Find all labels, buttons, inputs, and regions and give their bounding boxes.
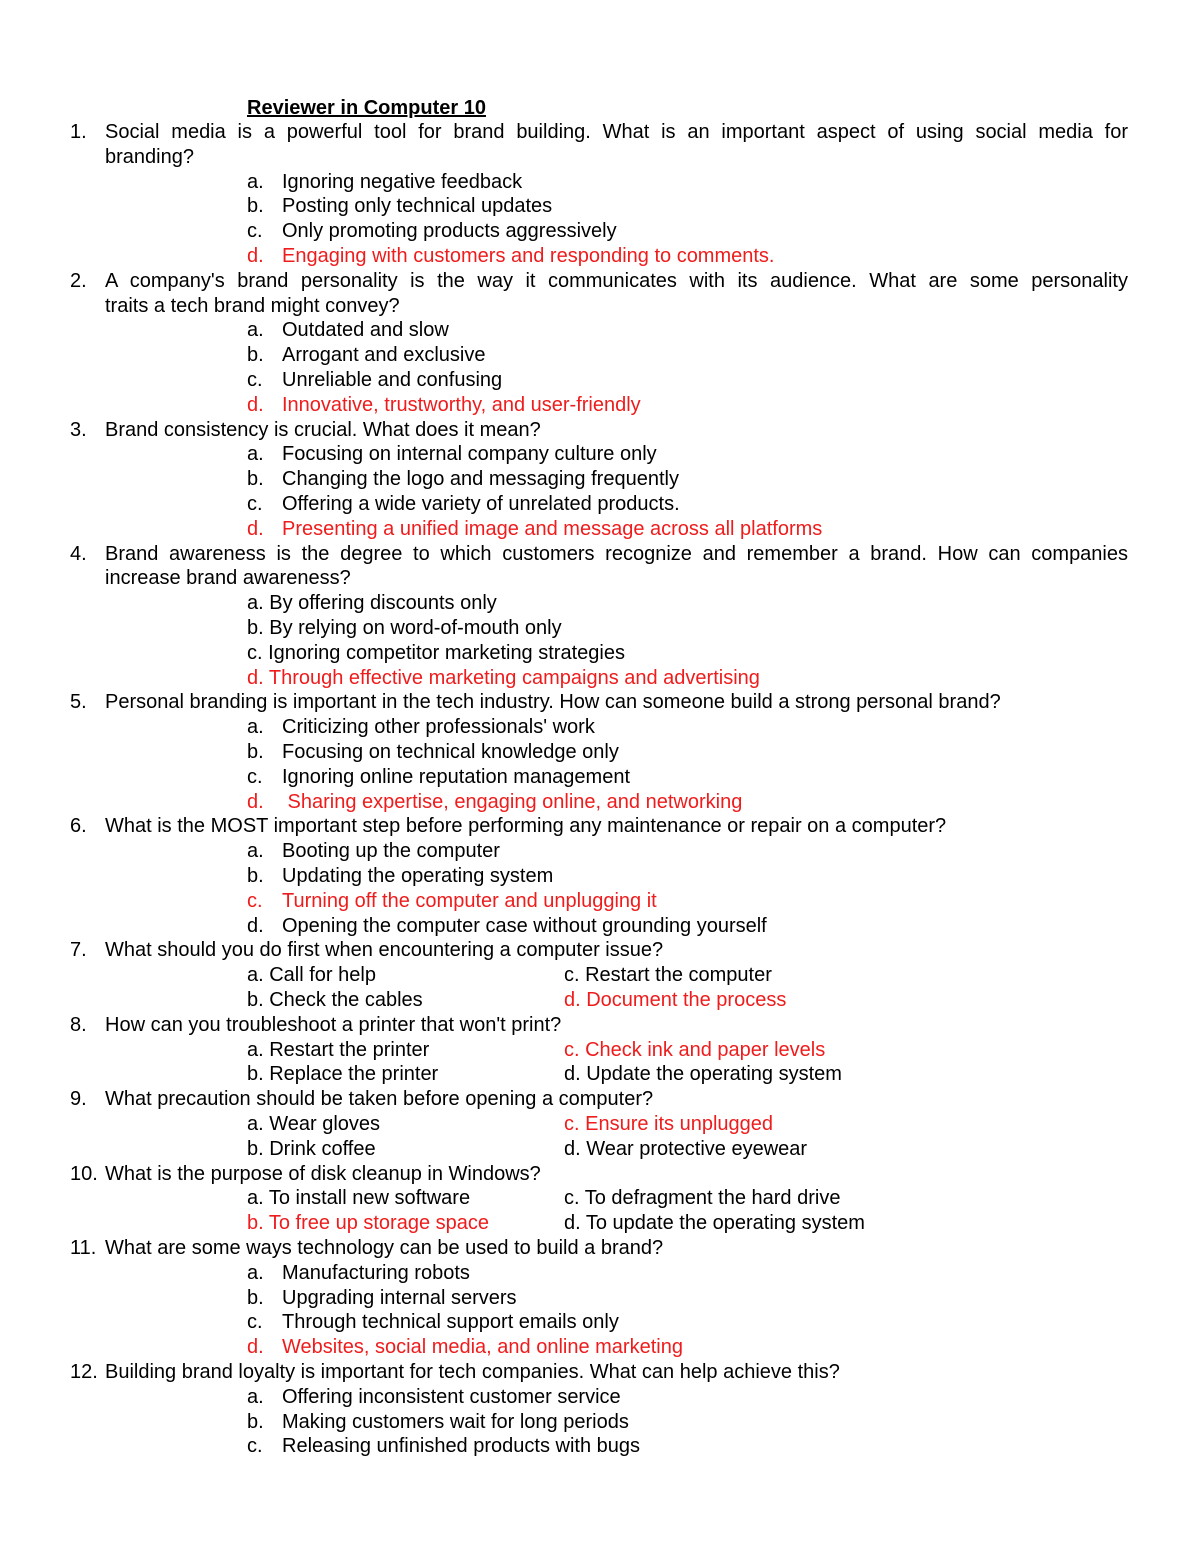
question-number: 6. [70, 815, 87, 838]
option-label: d. [247, 790, 264, 813]
question-text: Building brand loyalty is important for tech companies. What can help achieve this? [105, 1361, 840, 1383]
question-text: What should you do first when encountering a computer issue? [105, 939, 664, 962]
correct-answer-option: Innovative, trustworthy, and user-friendly [282, 393, 641, 416]
question-text: What precaution should be taken before opening a computer? [105, 1088, 654, 1111]
answer-option: Making customers wait for long periods [282, 1410, 629, 1433]
correct-answer-option: d. Through effective marketing campaigns and advertising [247, 666, 760, 689]
answer-option: Updating the operating system [282, 865, 554, 887]
answer-option: b. Replace the printer [247, 1063, 439, 1086]
answer-option: Ignoring online reputation management [282, 765, 631, 788]
question-text: traits a tech brand might convey? [105, 294, 400, 317]
answer-option: a. Restart the printer [247, 1038, 430, 1061]
answer-option: c. To defragment the hard drive [564, 1187, 841, 1210]
answer-option: d. Update the operating system [564, 1063, 842, 1086]
answer-option: d. To update the operating system [564, 1212, 865, 1235]
question-number: 10. [70, 1162, 98, 1185]
option-label: b. [247, 468, 264, 491]
question-text: Personal branding is important in the tech industry. How can someone build a strong personal brand? [105, 691, 1001, 714]
correct-answer-option: Engaging with customers and responding to comments. [282, 245, 775, 267]
option-label: b. [247, 344, 264, 367]
answer-option: c. Ignoring competitor marketing strategies [247, 641, 625, 664]
question-number: 1. [70, 121, 87, 143]
answer-option: Criticizing other professionals' work [282, 716, 595, 739]
option-label: c. [247, 889, 263, 912]
answer-option: a. Wear gloves [247, 1113, 381, 1135]
option-label: b. [247, 195, 264, 218]
question-text: Social media is a powerful tool for brand building. What is an important aspect of using social media for [105, 121, 1128, 143]
option-label: c. [247, 765, 263, 788]
question-number: 4. [70, 542, 87, 565]
answer-option: Releasing unfinished products with bugs [282, 1435, 640, 1458]
correct-answer-option: Sharing expertise, engaging online, and networking [282, 790, 743, 813]
question-number: 2. [70, 269, 87, 292]
answer-option: Outdated and slow [282, 319, 449, 342]
answer-option: b. Drink coffee [247, 1137, 376, 1160]
option-label: d. [247, 1336, 264, 1359]
document-title: Reviewer in Computer 10 [247, 97, 486, 119]
option-label: b. [247, 865, 264, 887]
question-text: Brand consistency is crucial. What does it mean? [105, 418, 541, 441]
answer-option: Offering inconsistent customer service [282, 1385, 621, 1408]
answer-option: Unreliable and confusing [282, 369, 503, 391]
question-text: Brand awareness is the degree to which customers recognize and remember a brand. How can companies [105, 542, 1128, 565]
answer-option: Booting up the computer [282, 840, 500, 863]
question-number: 3. [70, 418, 87, 441]
option-label: a. [247, 319, 264, 342]
option-label: b. [247, 1410, 264, 1433]
option-label: a. [247, 170, 264, 193]
option-label: a. [247, 716, 264, 739]
question-text: A company's brand personality is the way it communicates with its audience. What are some personality [105, 269, 1128, 292]
option-label: a. [247, 1385, 264, 1408]
option-label: d. [247, 393, 264, 416]
question-text: What is the purpose of disk cleanup in Windows? [105, 1162, 541, 1185]
option-label: a. [247, 443, 264, 466]
answer-option: b. Check the cables [247, 989, 423, 1011]
answer-option: Posting only technical updates [282, 195, 553, 218]
correct-answer-option: c. Ensure its unplugged [564, 1113, 774, 1135]
correct-answer-option: b. To free up storage space [247, 1212, 490, 1235]
question-number: 11. [70, 1237, 97, 1259]
option-label: c. [247, 220, 263, 243]
question-text: What are some ways technology can be used to build a brand? [105, 1237, 664, 1259]
option-label: a. [247, 1261, 264, 1284]
answer-option: a. To install new software [247, 1187, 471, 1210]
question-text: branding? [105, 145, 194, 168]
option-label: d. [247, 245, 264, 267]
answer-option: a. Call for help [247, 964, 376, 987]
question-number: 9. [70, 1088, 87, 1111]
option-label: c. [247, 1435, 263, 1458]
correct-answer-option: Websites, social media, and online marketing [282, 1336, 683, 1359]
option-label: c. [247, 1311, 263, 1334]
answer-option: c. Restart the computer [564, 964, 772, 987]
option-label: a. [247, 840, 264, 863]
question-number: 8. [70, 1013, 87, 1036]
answer-option: Arrogant and exclusive [282, 344, 486, 367]
correct-answer-option: Presenting a unified image and message across all platforms [282, 517, 823, 540]
question-text: How can you troubleshoot a printer that won't print? [105, 1013, 562, 1036]
option-label: b. [247, 741, 264, 763]
answer-option: Changing the logo and messaging frequently [282, 468, 679, 491]
answer-option: b. By relying on word-of-mouth only [247, 617, 562, 639]
answer-option: Focusing on technical knowledge only [282, 741, 619, 763]
question-text: What is the MOST important step before performing any maintenance or repair on a computer? [105, 815, 947, 838]
answer-option: Ignoring negative feedback [282, 170, 523, 193]
question-number: 7. [70, 939, 87, 962]
question-number: 5. [70, 691, 87, 714]
answer-option: Manufacturing robots [282, 1261, 470, 1284]
answer-option: d. Wear protective eyewear [564, 1137, 808, 1160]
correct-answer-option: d. Document the process [564, 989, 787, 1011]
correct-answer-option: Turning off the computer and unplugging it [282, 889, 657, 912]
question-text: increase brand awareness? [105, 567, 351, 590]
question-number: 12. [70, 1361, 98, 1383]
correct-answer-option: c. Check ink and paper levels [564, 1038, 826, 1061]
answer-option: Through technical support emails only [282, 1311, 619, 1334]
option-label: c. [247, 493, 263, 515]
option-label: b. [247, 1286, 264, 1309]
option-label: c. [247, 369, 263, 391]
answer-option: Only promoting products aggressively [282, 220, 617, 243]
option-label: d. [247, 517, 264, 540]
answer-option: Opening the computer case without grounding yourself [282, 914, 767, 937]
answer-option: Offering a wide variety of unrelated products. [282, 493, 680, 515]
answer-option: Upgrading internal servers [282, 1286, 517, 1309]
answer-option: a. By offering discounts only [247, 592, 497, 615]
answer-option: Focusing on internal company culture only [282, 443, 657, 466]
option-label: d. [247, 914, 264, 937]
